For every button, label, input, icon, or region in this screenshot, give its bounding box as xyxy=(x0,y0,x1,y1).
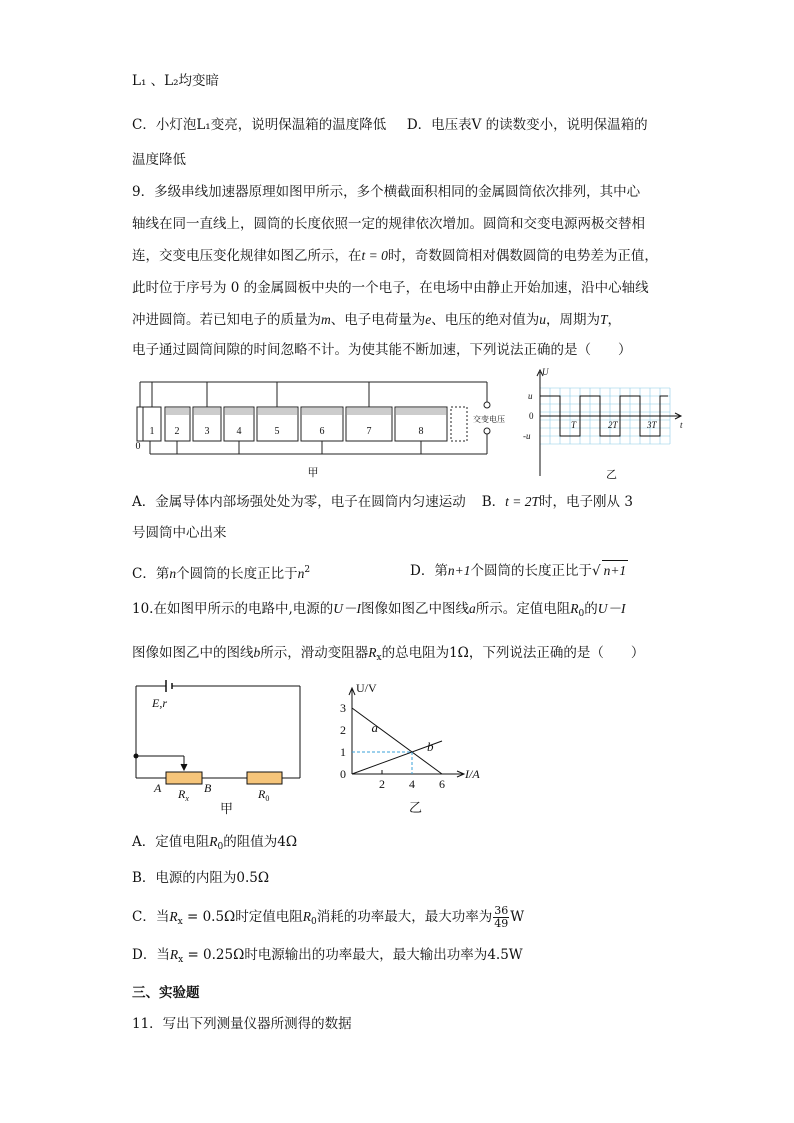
q10-option-b-val: 0.5Ω xyxy=(236,870,270,886)
circuit-source-label: E,r xyxy=(152,696,167,710)
q10-option-a-R: R xyxy=(209,834,218,849)
q9-l5c: 、电压的绝对值为 xyxy=(431,312,540,328)
x-tick-label-4: 4 xyxy=(409,777,415,791)
q9-option-b-math: t = 2T xyxy=(505,494,540,509)
y-tick-label-1: 1 xyxy=(340,745,346,759)
q9-option-d: D．第n+1个圆筒的长度正比于√ n+1 xyxy=(410,560,628,581)
circuit-node-b: B xyxy=(204,781,212,795)
q10-option-c-sub: x xyxy=(177,917,183,927)
tube-label-4: 4 xyxy=(236,426,242,437)
circuit-r0-sub: 0 xyxy=(265,794,270,803)
q10-l2a: 图像如图乙中的图线 xyxy=(132,645,254,661)
tube-label-6: 6 xyxy=(319,426,325,437)
plate-label-0: 0 xyxy=(135,441,141,452)
yi-zero: 0 xyxy=(529,411,534,421)
q10-l1b: 图像如图乙中图线 xyxy=(361,601,470,617)
graph-caption: 乙 xyxy=(409,800,423,815)
tube-label-8: 8 xyxy=(418,426,424,437)
q9-option-d-a: D．第 xyxy=(410,563,448,579)
q10-graph-yi xyxy=(330,676,560,818)
y-tick-label-3: 3 xyxy=(340,701,346,715)
q10-option-a-a: A．定值电阻 xyxy=(132,834,210,850)
q9-line-4: 此时位于序号为 0 的金属圆板中央的一个电子，在电场中由静止开始加速，沿中心轴线 xyxy=(132,280,649,296)
q10-option-c-a: C．当 xyxy=(132,909,170,925)
q9-option-c-n: n xyxy=(169,566,177,581)
q10-l1d: 的 xyxy=(584,601,598,617)
fig-jia-caption: 甲 xyxy=(307,467,319,479)
x-tick-label-6: 6 xyxy=(439,777,445,791)
q9-option-b: B． xyxy=(481,494,506,510)
q9-option-c: C．第 xyxy=(132,566,170,582)
q9-option-d-root: n+1 xyxy=(602,560,629,581)
q9-figure-jia xyxy=(130,372,505,482)
circuit-rx-label: R xyxy=(178,787,186,801)
tube-label-5: 5 xyxy=(274,426,280,437)
q10-option-c-unit: W xyxy=(510,909,525,925)
q10-l2R: R xyxy=(368,645,377,660)
q10-l2c: 的总电阻为 xyxy=(381,645,450,661)
q9-t0: t = 0 xyxy=(361,248,388,263)
yi-u: u xyxy=(528,391,533,401)
tube-label-2: 2 xyxy=(174,426,180,437)
q9-line-3a: 连，交变电压变化规律如图乙所示，在 xyxy=(132,248,362,264)
q10-option-c xyxy=(132,904,524,935)
q10-option-d-b: 时电源输出的功率最大，最大输出功率为 xyxy=(244,947,488,963)
q9-line-3c: 时，奇数圆筒相对偶数圆筒的电势差为正值， xyxy=(387,248,658,264)
q10-option-c-eq: = 0.5Ω xyxy=(182,909,236,925)
q10-var-a: a xyxy=(469,601,476,616)
q10-option-d xyxy=(132,945,523,970)
q10-option-c-R2: R xyxy=(302,909,311,924)
fig-yi-caption: 乙 xyxy=(606,469,617,481)
q8-options-ab-tail: L₁ 、L₂均变暗 xyxy=(132,73,220,89)
q9-option-d-n: n+1 xyxy=(447,563,471,578)
line-b-label: b xyxy=(427,738,434,754)
q9-option-c-sup: 2 xyxy=(304,565,311,575)
q11-stem: 11．写出下列测量仪器所测得的数据 xyxy=(132,1016,352,1032)
q10-option-a-val: 4Ω xyxy=(277,834,298,850)
q10-l1a: 10.在如图甲所示的电路中,电源的 xyxy=(132,601,334,617)
q9-line-1: 9．多级串线加速器原理如图甲所示，多个横截面积相同的金属圆筒依次排列，其中心 xyxy=(132,184,641,200)
circuit-r0-label: R xyxy=(258,787,266,801)
q9-l5b: 、电子电荷量为 xyxy=(330,312,426,328)
q9-line-2: 轴线在同一直线上，圆筒的长度依照一定的规律依次增加。圆筒和交变电源两极交替相 xyxy=(132,216,645,232)
q9-option-d-text: 个圆筒的长度正比于 xyxy=(470,563,592,579)
q9-var-e: e xyxy=(425,312,432,327)
q9-option-c-n2: n xyxy=(297,566,305,581)
x-axis-label: I/A xyxy=(465,767,480,781)
q10-line-2 xyxy=(132,643,644,668)
q9-l5d: ，周期为 xyxy=(546,312,600,328)
q10-option-d-a: D．当 xyxy=(132,947,170,963)
q10-option-c-den: 49 xyxy=(494,917,509,930)
q10-option-c-sub2: 0 xyxy=(310,917,317,927)
q10-line-1 xyxy=(132,599,626,624)
x-tick-label-2: 2 xyxy=(379,777,385,791)
q10-l2R-sub: x xyxy=(376,653,382,663)
svg-text:R0 xyxy=(257,787,269,803)
ac-source-label: 交变电压 xyxy=(473,415,505,424)
origin-label: 0 xyxy=(340,767,346,781)
q10-l1m: U－I xyxy=(333,601,362,616)
y-tick-label-2: 2 xyxy=(340,723,346,737)
q10-option-a-sub: 0 xyxy=(217,842,224,852)
q9-line-3 xyxy=(132,246,658,266)
circuit-caption: 甲 xyxy=(220,801,234,816)
q9-line-5 xyxy=(132,310,621,330)
tube-label-1: 1 xyxy=(149,426,155,437)
q9-option-a-b xyxy=(132,492,633,512)
q10-option-d-eq: = 0.25Ω xyxy=(183,947,245,963)
q10-option-d-val: 4.5W xyxy=(487,947,523,963)
q10-option-d-R: R xyxy=(169,947,179,962)
q9-option-b-cont: 号圆筒中心出来 xyxy=(132,525,227,541)
section-heading-experiment: 三、实验题 xyxy=(132,985,200,1001)
yi-xlabel: t xyxy=(680,420,683,430)
q10-l1R-sub: 0 xyxy=(578,609,585,619)
q10-option-a xyxy=(132,832,297,857)
q8-option-d-cont: 温度降低 xyxy=(132,152,186,168)
q9-figure-yi xyxy=(520,366,690,484)
q10-option-a-b: 的阻值为 xyxy=(223,834,278,850)
q9-option-c-text: 个圆筒的长度正比于 xyxy=(176,566,298,582)
q9-line-6: 电子通过圆筒间隙的时间忽略不计。为使其能不断加速，下列说法正确的是（ ） xyxy=(132,342,632,358)
q10-option-c-c: 消耗的功率最大，最大功率为 xyxy=(316,909,493,925)
q9-var-T: T xyxy=(600,312,608,327)
q8-option-c xyxy=(132,115,648,135)
q9-option-a: A．金属导体内部场强处处为零，电子在圆筒内匀速运动 xyxy=(132,494,466,510)
q10-option-c-fraction xyxy=(493,905,509,930)
tube-label-7: 7 xyxy=(366,426,372,437)
q10-l2d: ，下列说法正确的是（ ） xyxy=(468,645,645,661)
q10-circuit-jia xyxy=(128,676,308,818)
q9-l5a: 冲进圆筒。若已知电子的质量为 xyxy=(132,312,321,328)
circuit-rx-sub: x xyxy=(185,794,189,803)
circuit-node-a: A xyxy=(154,781,162,795)
q10-l2b: 所示，滑动变阻器 xyxy=(260,645,369,661)
yi-tick-3T: 3T xyxy=(647,420,657,430)
q10-var-b: b xyxy=(253,645,261,660)
yi-tick-T: T xyxy=(571,420,577,430)
q8-option-d-text: D．电压表V 的读数变小，说明保温箱的 xyxy=(406,117,648,133)
yi-tick-2T: 2T xyxy=(608,420,618,430)
q10-l1R: R xyxy=(570,601,579,616)
q10-l2val: 1Ω xyxy=(449,645,469,661)
q8-option-c-text: C．小灯泡L₁变亮，说明保温箱的温度降低 xyxy=(132,117,387,133)
q10-l1m2: U－I xyxy=(597,601,626,616)
svg-text:Rx xyxy=(177,787,189,803)
q9-option-c-d xyxy=(132,560,310,584)
q10-option-b-a: B．电源的内阻为 xyxy=(132,870,237,886)
yi-ylabel: U xyxy=(542,367,549,377)
q10-option-c-num: 36 xyxy=(494,904,509,917)
q10-option-c-R: R xyxy=(169,909,178,924)
q10-l1c: 所示。定值电阻 xyxy=(475,601,571,617)
q10-option-c-b: 时定值电阻 xyxy=(235,909,303,925)
q10-option-d-sub: x xyxy=(178,955,184,965)
y-axis-label: U/V xyxy=(356,681,377,695)
q9-option-b-text: 时，电子刚从 3 xyxy=(539,494,633,510)
q9-l5f: ， xyxy=(607,312,622,328)
q10-option-b xyxy=(132,868,269,888)
q9-var-u: u xyxy=(539,312,546,327)
line-a-label: a xyxy=(371,720,378,736)
yi-neg-u: -u xyxy=(523,431,531,441)
q9-var-m: m xyxy=(321,312,331,327)
tube-label-3: 3 xyxy=(204,426,210,437)
